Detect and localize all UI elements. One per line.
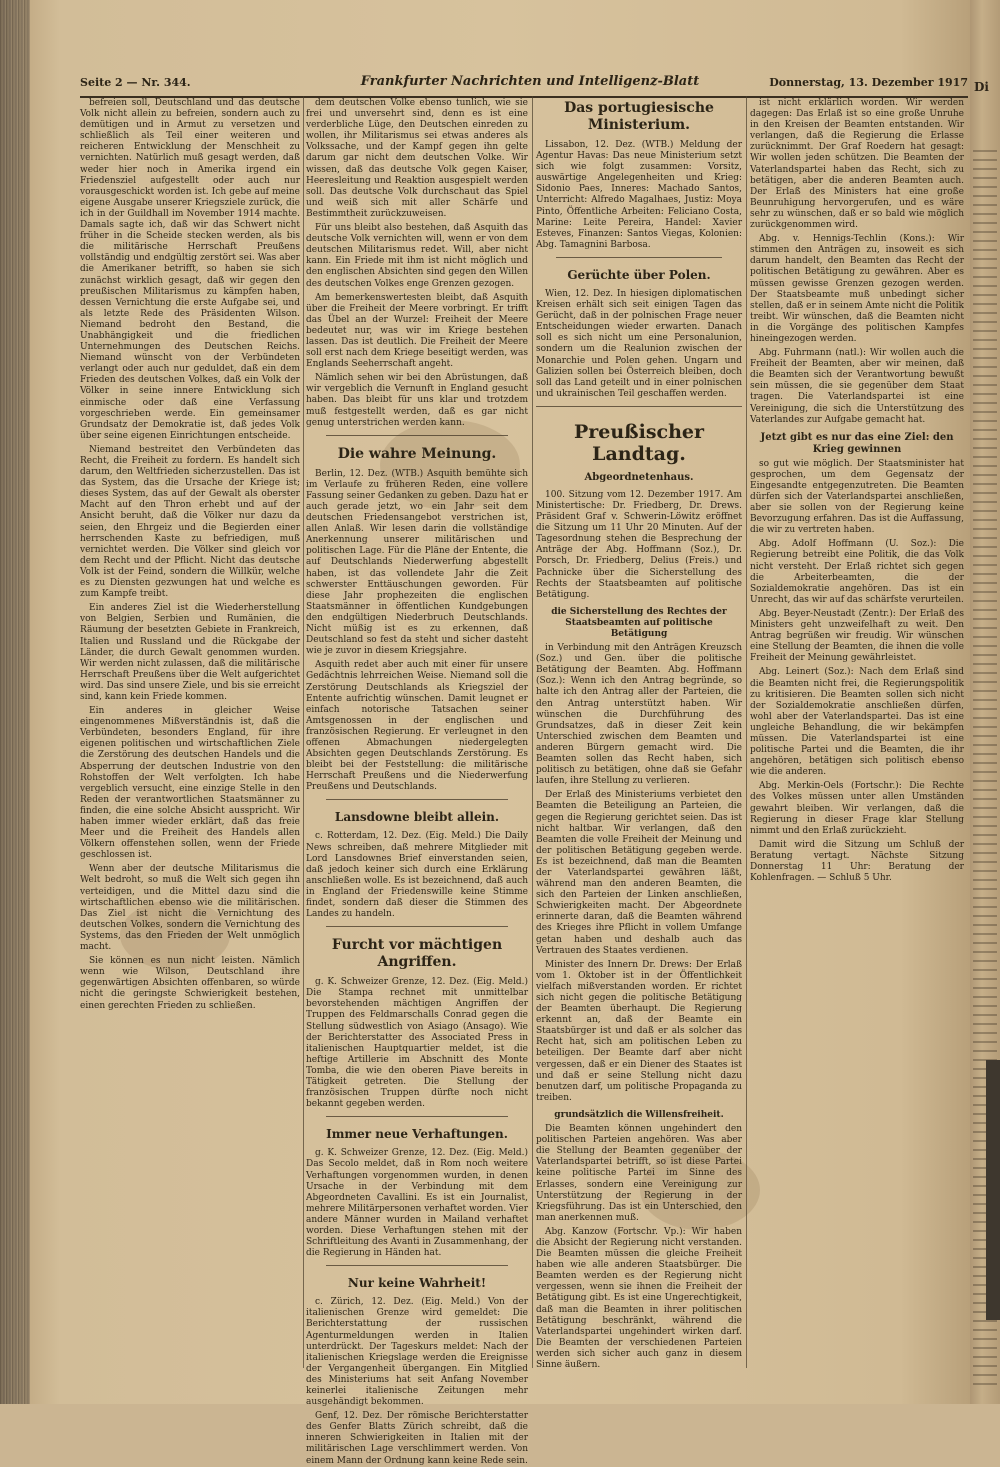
article-paragraph: so gut wie möglich. Der Staatsminister hat gesprochen, um dem Gegensatz der Eingesandte entgegenzutreten. Die Beamten dürfen sich der Vaterlandspartei anschließen, aber sie sollen von der Regierung keine Bevorzugung erfahren. Das ist die Auffassung, die wir zu vertreten haben. <box>750 458 964 536</box>
article-paragraph: Abg. Merkin-Oels (Fortschr.): Die Rechte des Volkes müssen unter allen Umständen gewahrt bleiben. Wir verlangen, daß die Regierung in dieser Frage klar Stellung nimmt und den Erlaß zurückzieht. <box>750 781 964 836</box>
headline: Furcht vor mächtigen Angriffen. <box>331 937 503 971</box>
column-rule <box>746 96 747 1368</box>
headline: Immer neue Verhaftungen. <box>326 1127 508 1142</box>
headline: Preußischer Landtag. <box>573 420 705 465</box>
column-2 <box>306 98 528 1466</box>
section-divider <box>536 406 742 407</box>
article-paragraph: Genf, 12. Dez. Der römische Berichterstatter des Genfer Blatts Zürich schreibt, daß die inneren Schwierigkeiten in Italien mit der militärischen Lage verschlimmert werden. Von einem Mann der Ordnung kann keine Rede sein. <box>306 1411 528 1466</box>
article-paragraph: 100. Sitzung vom 12. Dezember 1917. Am Ministertische: Dr. Friedberg, Dr. Drews. Präsident Graf v. Schwerin-Löwitz eröffnet die Sitzung um 11 Uhr 20 Minuten. Auf der Tagesordnung stehen die Besprechung der Anträge der Abg. Hoffmann (Soz.), Dr. Porsch, Dr. Friedberg, Delius (Freis.) und Pachnicke über die Sicherstellung des Rechts der Staatsbeamten auf politische Betätigung. <box>536 489 742 600</box>
article-paragraph: Asquith redet aber auch mit einer für unsere Gedächtnis lehrreichen Weise. Niemand soll die Zerstörung Deutschlands als Kriegsziel der Entente aufrichtig wünschen. Damit leugnet er einfach notorische Tatsachen seiner Amtsgenossen in der englischen und französischen Regierung. Er verleugnet in den offenen Abmachungen niedergelegten Absichten gegen Deutschlands Zerstörung. Es bleibt bei der Feststellung: die militärische Herrschaft Preußens und die Niederwerfung Preußens und Deutschlands. <box>306 660 528 793</box>
article-paragraph: ist nicht erklärlich worden. Wir werden dagegen: Das Erlaß ist so eine große Unruhe in den Kreisen der Beamten entstanden. Wir verlangen, daß die Regierung die Erlasse zurücknimmt. Der Graf Roedern hat gesagt: Wir wollen jeden schützen. Die Beamten der Vaterlandspartei haben das Recht, sich zu betätigen, aber die anderen Beamten auch. Der Erlaß des Ministers hat eine große Beunruhigung hervorgerufen, und es wäre sehr zu wünschen, daß er so bald wie möglich zurückgenommen wird. <box>750 98 964 231</box>
section-divider <box>556 257 722 258</box>
column-1 <box>80 98 300 1366</box>
article-paragraph: Lissabon, 12. Dez. (WTB.) Meldung der Agentur Havas: Das neue Ministerium setzt sich wie folgt zusammen: Vorsitz, auswärtige Angelegenheiten und Krieg: Sidonio Paes, Inneres: Machado Santos, Unterricht: Alfredo Magalhaes, Justiz: Moya Pinto, Öffentliche Arbeiten: Feliciano Costa, Marine: Leite Pereira, Handel: Xavier Esteves, Finanzen: Santos Viegas, Kolonien: Abg. Tamagnini Barbosa. <box>536 140 742 250</box>
binding-edge <box>0 0 30 1404</box>
article-paragraph: Abg. Fuhrmann (natl.): Wir wollen auch die Freiheit der Beamten, aber wir meinen, daß die Beamten sich der Verantwortung bewußt sein müssen, die sie gegenüber dem Staat tragen. Die Vaterlandspartei ist eine Vereinigung, die sich die Unterstützung des Vaterlandes zur Aufgabe gemacht hat. <box>750 348 964 425</box>
article-paragraph: Minister des Innern Dr. Drews: Der Erlaß vom 1. Oktober ist in der Öffentlichkeit vielfach mißverstanden worden. Er richtet sich nicht gegen die politische Betätigung der Beamten überhaupt. Die Regierung erkennt an, daß der Beamte ein Staatsbürger ist und daß er als solcher das Recht hat, sich am politischen Leben zu beteiligen. Der Beamte darf aber nicht vergessen, daß er ein Diener des Staates ist und daß er seine Stellung nicht dazu benutzen darf, um politische Propaganda zu treiben. <box>536 959 742 1103</box>
page-number: Seite 2 — Nr. 344. <box>80 76 191 89</box>
headline: Gerüchte über Polen. <box>567 267 711 282</box>
article-paragraph: c. Rotterdam, 12. Dez. (Eig. Meld.) Die Daily News schreiben, daß mehrere Mitglieder mit Lord Lansdownes Brief einverstanden seien, daß jedoch keiner sich durch eine Erklärung anschließen wolle. Es ist bezeichnend, daß auch in England der Friedenswille keine Stimme findet, sondern daß dieser die Stimmen des Landes zu handeln. <box>306 831 528 920</box>
adjacent-page-image <box>986 1060 1000 1320</box>
column-4 <box>750 98 964 1366</box>
column-rule <box>303 96 304 1368</box>
article-paragraph: Abg. Kanzow (Fortschr. Vp.): Wir haben die Absicht der Regierung nicht verstanden. Die Beamten müssen die gleiche Freiheit haben wie alle anderen Staatsbürger. Die Beamten werden es der Regierung nicht vergessen, wenn sie ihnen die Freiheit der Betätigung gibt. Es ist eine Ungerechtigkeit, daß man die Beamten in ihrer politischen Betätigung beschränkt, während die Vaterlandspartei ungehindert wirken darf. Die Beamten der verschiedenen Parteien werden sich sicher auch ganz in diesem Sinne äußern. <box>536 1226 742 1370</box>
article-paragraph: befreien soll, Deutschland und das deutsche Volk nicht allein zu befreien, sondern auch zu demütigen und in Armut zu versetzen und schließlich als Teil einer weiteren und reicheren Entwicklung der Menschheit zu vernichten. Natürlich muß gesagt werden, daß weder hier noch in Amerika irgend ein Friedensziel aufgestellt oder auch nur vorausgeschickt worden ist. Ich gebe auf meine eigene Ausgabe unserer Kriegsziele zurück, die ich in der Guildhall im November 1914 machte. Damals sagte ich, daß wir das Schwert nicht früher in die Scheide stecken werden, als bis die militärische Herrschaft Preußens vollständig und endgültig zerstört sei. Was aber die Amerikaner betrifft, so haben sie sich zunächst wirklich gesagt, daß wir gegen den preußischen Militarismus zu kämpfen haben, dessen Vernichtung die erste Aufgabe sei, und als letzte Rede des Präsidenten Wilson. Niemand bedroht den Bestand, die Unabhängigkeit und die friedlichen Unternehmungen des Deutschen Reichs. Niemand wünscht von der Verbündeten verlangt oder auch nur geduldet, daß ein dem Frieden des deutschen Volkes, daß ein Volk der Völker in seine innere Entwicklung sich einmische oder daß eine Verfassung vorgeschrieben werde. Ein gemeinsamer Grundsatz der Demokratie ist, daß jedes Volk über seine eigenen Einrichtungen entscheide. <box>80 98 300 441</box>
masthead-title: Frankfurter Nachrichten und Intelligenz-Blatt <box>360 74 700 89</box>
headline: Nur keine Wahrheit! <box>347 1276 487 1291</box>
headline: Die wahre Meinung. <box>337 445 497 462</box>
article-paragraph: Für uns bleibt also bestehen, daß Asquith das deutsche Volk vernichten will, wenn er von dem deutschen Militarismus redet. Will, aber nicht kann. Ein Friede mit ihm ist nicht möglich und den englischen Absichten sind gegen den Willen des deutschen Volkes enge Grenzen gezogen. <box>306 223 528 289</box>
article-paragraph: g. K. Schweizer Grenze, 12. Dez. (Eig. Meld.) Das Secolo meldet, daß in Rom noch weitere Verhaftungen vorgenommen wurden, in denen Ursache in der Verbindung mit dem Abgeordneten Cavallini. Es ist ein Journalist, mehrere Militärpersonen verhaftet worden. Vier andere Männer wurden in Mailand verhaftet worden. Diese Verhaftungen stehen mit der Schriftleitung des Avanti in Zusammenhang, der die Regierung in Händen hat. <box>306 1148 528 1259</box>
section-divider <box>326 799 508 800</box>
article-paragraph: Abg. v. Hennigs-Techlin (Kons.): Wir stimmen den Anträgen zu, insoweit es sich darum handelt, den Beamten das Recht der politischen Betätigung zu gewähren. Aber es müssen gewisse Grenzen gezogen werden. Der Staatsbeamte muß unbedingt sicher stellen, daß er in seinem Amte nicht die Politik treibt. Wir wünschen, daß die Beamten nicht in die Vorgänge des politischen Kampfes hineingezogen werden. <box>750 234 964 344</box>
section-subhead: grundsätzlich die Willensfreiheit. <box>554 1109 724 1120</box>
article-paragraph: Ein anderes Ziel ist die Wiederherstellung von Belgien, Serbien und Rumänien, die Räumung der besetzten Gebiete in Frankreich, Italien und Russland und die Rückgabe der Länder, die durch Gewalt genommen wurden. Wir werden nicht zulassen, daß die militärische Herrschaft Preußens über die Welt aufgerichtet wird. Das sind unsere Ziele, und bis sie erreicht sind, kann kein Friede kommen. <box>80 603 300 702</box>
article-paragraph: c. Zürich, 12. Dez. (Eig. Meld.) Von der italienischen Grenze wird gemeldet: Die Berichterstattung der russischen Agenturmeldungen werden in Italien unterdrückt. Der Tageskurs meldet: Nach der italienischen Kriegslage werden die Ereignisse der Vergangenheit übergangen. Ein Mitglied des Ministeriums hat seit Anfang November keinerlei italienische Zeitungen mehr ausgehändigt bekommen. <box>306 1297 528 1408</box>
article-paragraph: Wien, 12. Dez. In hiesigen diplomatischen Kreisen erhält sich seit einigen Tagen das Gerücht, daß in der polnischen Frage neuer Entscheidungen wieder erwarten. Danach soll es sich nicht um eine Personalunion, sondern um die Realunion zwischen der Monarchie und Polen gehen. Ungarn und Galizien sollen bei Österreich bleiben, doch soll das Land geteilt und in einer polnischen und ukrainischen Teil geschaffen werden. <box>536 288 742 399</box>
article-paragraph: Abg. Beyer-Neustadt (Zentr.): Der Erlaß des Ministers geht unzweifelhaft zu weit. Den Antrag begrüßen wir freudig. Wir wünschen eine Stellung der Beamten, die ihnen die volle Freiheit der Meinung gewährleistet. <box>750 608 964 664</box>
article-paragraph: in Verbindung mit den Anträgen Kreuzsch (Soz.) und Gen. über die politische Betätigung der Beamten. Abg. Hoffmann (Soz.): Wenn ich den Antrag begründe, so halte ich den Antrag aller der Parteien, die den Antrag unterstützt haben. Wir wünschen die Durchführung des Grundsatzes, daß in dieser Zeit kein Unterschied zwischen dem Beamten und anderen Bürgern gemacht wird. Die Beamten sollen das Recht haben, sich politisch zu betätigen, ohne daß sie Gefahr laufen, ihre Stellung zu verlieren. <box>536 643 742 787</box>
section-subhead: Jetzt gibt es nur das eine Ziel: den Krieg gewinnen <box>760 431 954 455</box>
page-header <box>80 74 968 98</box>
article-paragraph: Der Erlaß des Ministeriums verbietet den Beamten die Beteiligung an Parteien, die gegen die Regierung gerichtet seien. Das ist nicht haltbar. Wir verlangen, daß den Beamten die volle Freiheit der Meinung und der politischen Betätigung gegeben werde. Es ist bezeichnend, daß man die Beamten der Vaterlandspartei gewähren läßt, während man den anderen Beamten, die sich den Parteien der Linken anschließen, Schwierigkeiten macht. Der Abgeordnete erinnerte daran, daß die Beamten während des Krieges ihre Pflicht in vollem Umfange getan haben und deshalb auch das Vertrauen des Staates verdienen. <box>536 790 742 956</box>
section-subhead: die Sicherstellung des Rechtes der Staatsbeamten auf politische Betätigung <box>551 606 727 639</box>
headline: Lansdowne bleibt allein. <box>334 810 500 825</box>
column-rule <box>532 96 533 1368</box>
section-divider <box>326 435 508 436</box>
article-paragraph: Abg. Leinert (Soz.): Nach dem Erlaß sind die Beamten nicht frei, die Regierungspolitik zu kritisieren. Die Beamten sollen sich nicht der Sozialdemokratie anschließen dürfen, wohl aber der Vaterlandspartei. Das ist eine ungleiche Behandlung, die wir bekämpfen müssen. Die Vaterlandspartei ist eine politische Partei und die Beamten, die ihr angehören, betätigen sich politisch ebenso wie die anderen. <box>750 667 964 778</box>
article-paragraph: Die Beamten können ungehindert den politischen Parteien angehören. Was aber die Stellung der Beamten gegenüber der Vaterlandspartei betrifft, so ist diese Partei keine politische Partei im Sinne des Erlasses, sondern eine Vereinigung zur Unterstützung der Regierung in der Kriegsführung. Das ist ein Unterschied, den man anerkennen muß. <box>536 1124 742 1223</box>
article-paragraph: Niemand bestreitet den Verbündeten das Recht, die Freiheit zu fordern. Es handelt sich darum, den Weltfrieden sicherzustellen. Das ist das System, das die Ursache der Kriege ist; dieses System, das auf der Gewalt als oberster Macht auf den Thron erhebt und auf der Ansicht beruht, daß die Völker nur dazu da seien, den Ehrgeiz und die Begierden einer herrschenden Kaste zu befriedigen, muß vernichtet werden. Die Völker sind gleich vor dem Recht und der Pflicht. Nicht das deutsche Volk ist der Feind, sondern die Willkür, welche es zu Diensten gezwungen hat und welche es zum Kampfe treibt. <box>80 444 300 600</box>
article-paragraph: Am bemerkenswertesten bleibt, daß Asquith über die Freiheit der Meere vorbringt. Er trifft das Übel an der Wurzel: Freiheit der Meere bedeutet nur, was wir im Kriege bestehen lassen. Das ist deutlich. Die Freiheit der Meere soll erst nach dem Kriege beseitigt werden, was Englands Seeherrschaft angeht. <box>306 292 528 370</box>
article-paragraph: Berlin, 12. Dez. (WTB.) Asquith bemühte sich im Verlaufe zu früheren Reden, eine vollere Fassung seiner Gedanken zu geben. Dazu hat er auch gerade jetzt, wo ein Jahr seit dem deutschen Friedensangebot verstrichen ist, allen Anlaß. Wir lesen darin die vollständige Anerkennung unserer militärischen und politischen Lage. Für die Pläne der Entente, die auf Deutschlands Niederwerfung abgestellt haben, ist das vollendete Jahr die Zeit schwerster Enttäuschungen geworden. Für diese Jahr prophezeiten die englischen Staatsmänner in öffentlichen Kundgebungen den endgültigen Niederbruch Deutschlands. Nicht müßig ist es zu erkennen, daß Deutschland so fest da steht und sicher dasteht wie je zuvor in diesem Kriegsjahre. <box>306 468 528 657</box>
subheadline: Abgeordnetenhaus. <box>584 471 694 483</box>
article-paragraph: Nämlich sehen wir bei den Abrüstungen, daß wir vergeblich die Vernunft in England gesucht haben. Das bleibt für uns klar und trotzdem muß festgestellt werden, daß es gar nicht genug unterstrichen werden kann. <box>306 373 528 428</box>
article-paragraph: Wenn aber der deutsche Militarismus die Welt bedroht, so muß die Welt sich gegen ihn verteidigen, und die Mittel dazu sind die wirtschaftlichen ebenso wie die militärischen. Das Ziel ist nicht die Vernichtung des deutschen Volkes, sondern die Vernichtung des Systems, das den Frieden der Welt unmöglich macht. <box>80 864 300 953</box>
section-divider <box>326 1116 508 1117</box>
article-paragraph: g. K. Schweizer Grenze, 12. Dez. (Eig. Meld.) Die Stampa rechnet mit unmittelbar bevorstehenden mächtigen Angriffen der Truppen des Feldmarschalls Conrad gegen die Stellung südwestlich von Asiago (Ansago). Wie der Berichterstatter des Associated Press in italienischen Hauptquartier meldet, ist die heftige Artillerie im Abschnitt des Monte Tomba, die wie den oberen Piave bereits in Tätigkeit getreten. Die Stellung der französischen Truppen dürfte noch nicht bekannt gegeben werden. <box>306 977 528 1110</box>
article-paragraph: Abg. Adolf Hoffmann (U. Soz.): Die Regierung betreibt eine Politik, die das Volk nicht versteht. Der Erlaß richtet sich gegen die Arbeiterbeamten, die der Sozialdemokratie angehören. Das ist ein Unrecht, das wir auf das schärfste verurteilen. <box>750 539 964 605</box>
section-divider <box>326 1265 508 1266</box>
article-paragraph: Sie können es nun nicht leisten. Nämlich wenn wie Wilson, Deutschland ihre gegenwärtigen Absichten offenbaren, so würde nicht die geringste Schwierigkeit bestehen, einen gerechten Frieden zu schließen. <box>80 956 300 1011</box>
section-divider <box>326 926 508 927</box>
headline: Das portugiesische Ministerium. <box>564 100 714 133</box>
article-paragraph: Damit wird die Sitzung um Schluß der Beratung vertagt. Nächste Sitzung Donnerstag 11 Uhr: Beratung der Kohlenfragen. — Schluß 5 Uhr. <box>750 839 964 884</box>
column-3 <box>536 98 742 1370</box>
article-paragraph: Ein anderes in gleicher Weise eingenommenes Mißverständnis ist, daß die Verbündeten, besonders England, für ihre eigenen politischen und wirtschaftlichen Ziele die Zerstörung des deutschen Handels und die Absperrung der deutschen Industrie von den Rohstoffen der Welt verfolgten. Ich habe vergeblich versucht, eine einzige Stelle in den Reden der verantwortlichen Staatsmänner zu finden, die eine solche Absicht ausspricht. Wir haben immer wieder erklärt, daß das freie Meer und die Freiheit des Handels allen Völkern offenstehen sollen, wenn der Friede geschlossen ist. <box>80 706 300 861</box>
adjacent-page-fragment: Di <box>974 80 989 94</box>
issue-date: Donnerstag, 13. Dezember 1917 <box>769 76 968 89</box>
article-paragraph: dem deutschen Volke ebenso tunlich, wie sie frei und unversehrt sind, denn es ist eine verderbliche Lüge, den Deutschen einreden zu wollen, ihr Militarismus sei etwas anderes als Volkssache, und der Kampf gegen ihn gelte darum gar nicht dem deutschen Volke. Wir wissen, daß das deutsche Volk gegen Kaiser, Heeresleitung und Reaktion ausgespielt werden soll. Das deutsche Volk durchschaut das Spiel und weiß sich mit aller Schärfe und Bestimmtheit zurückzuweisen. <box>306 98 528 219</box>
